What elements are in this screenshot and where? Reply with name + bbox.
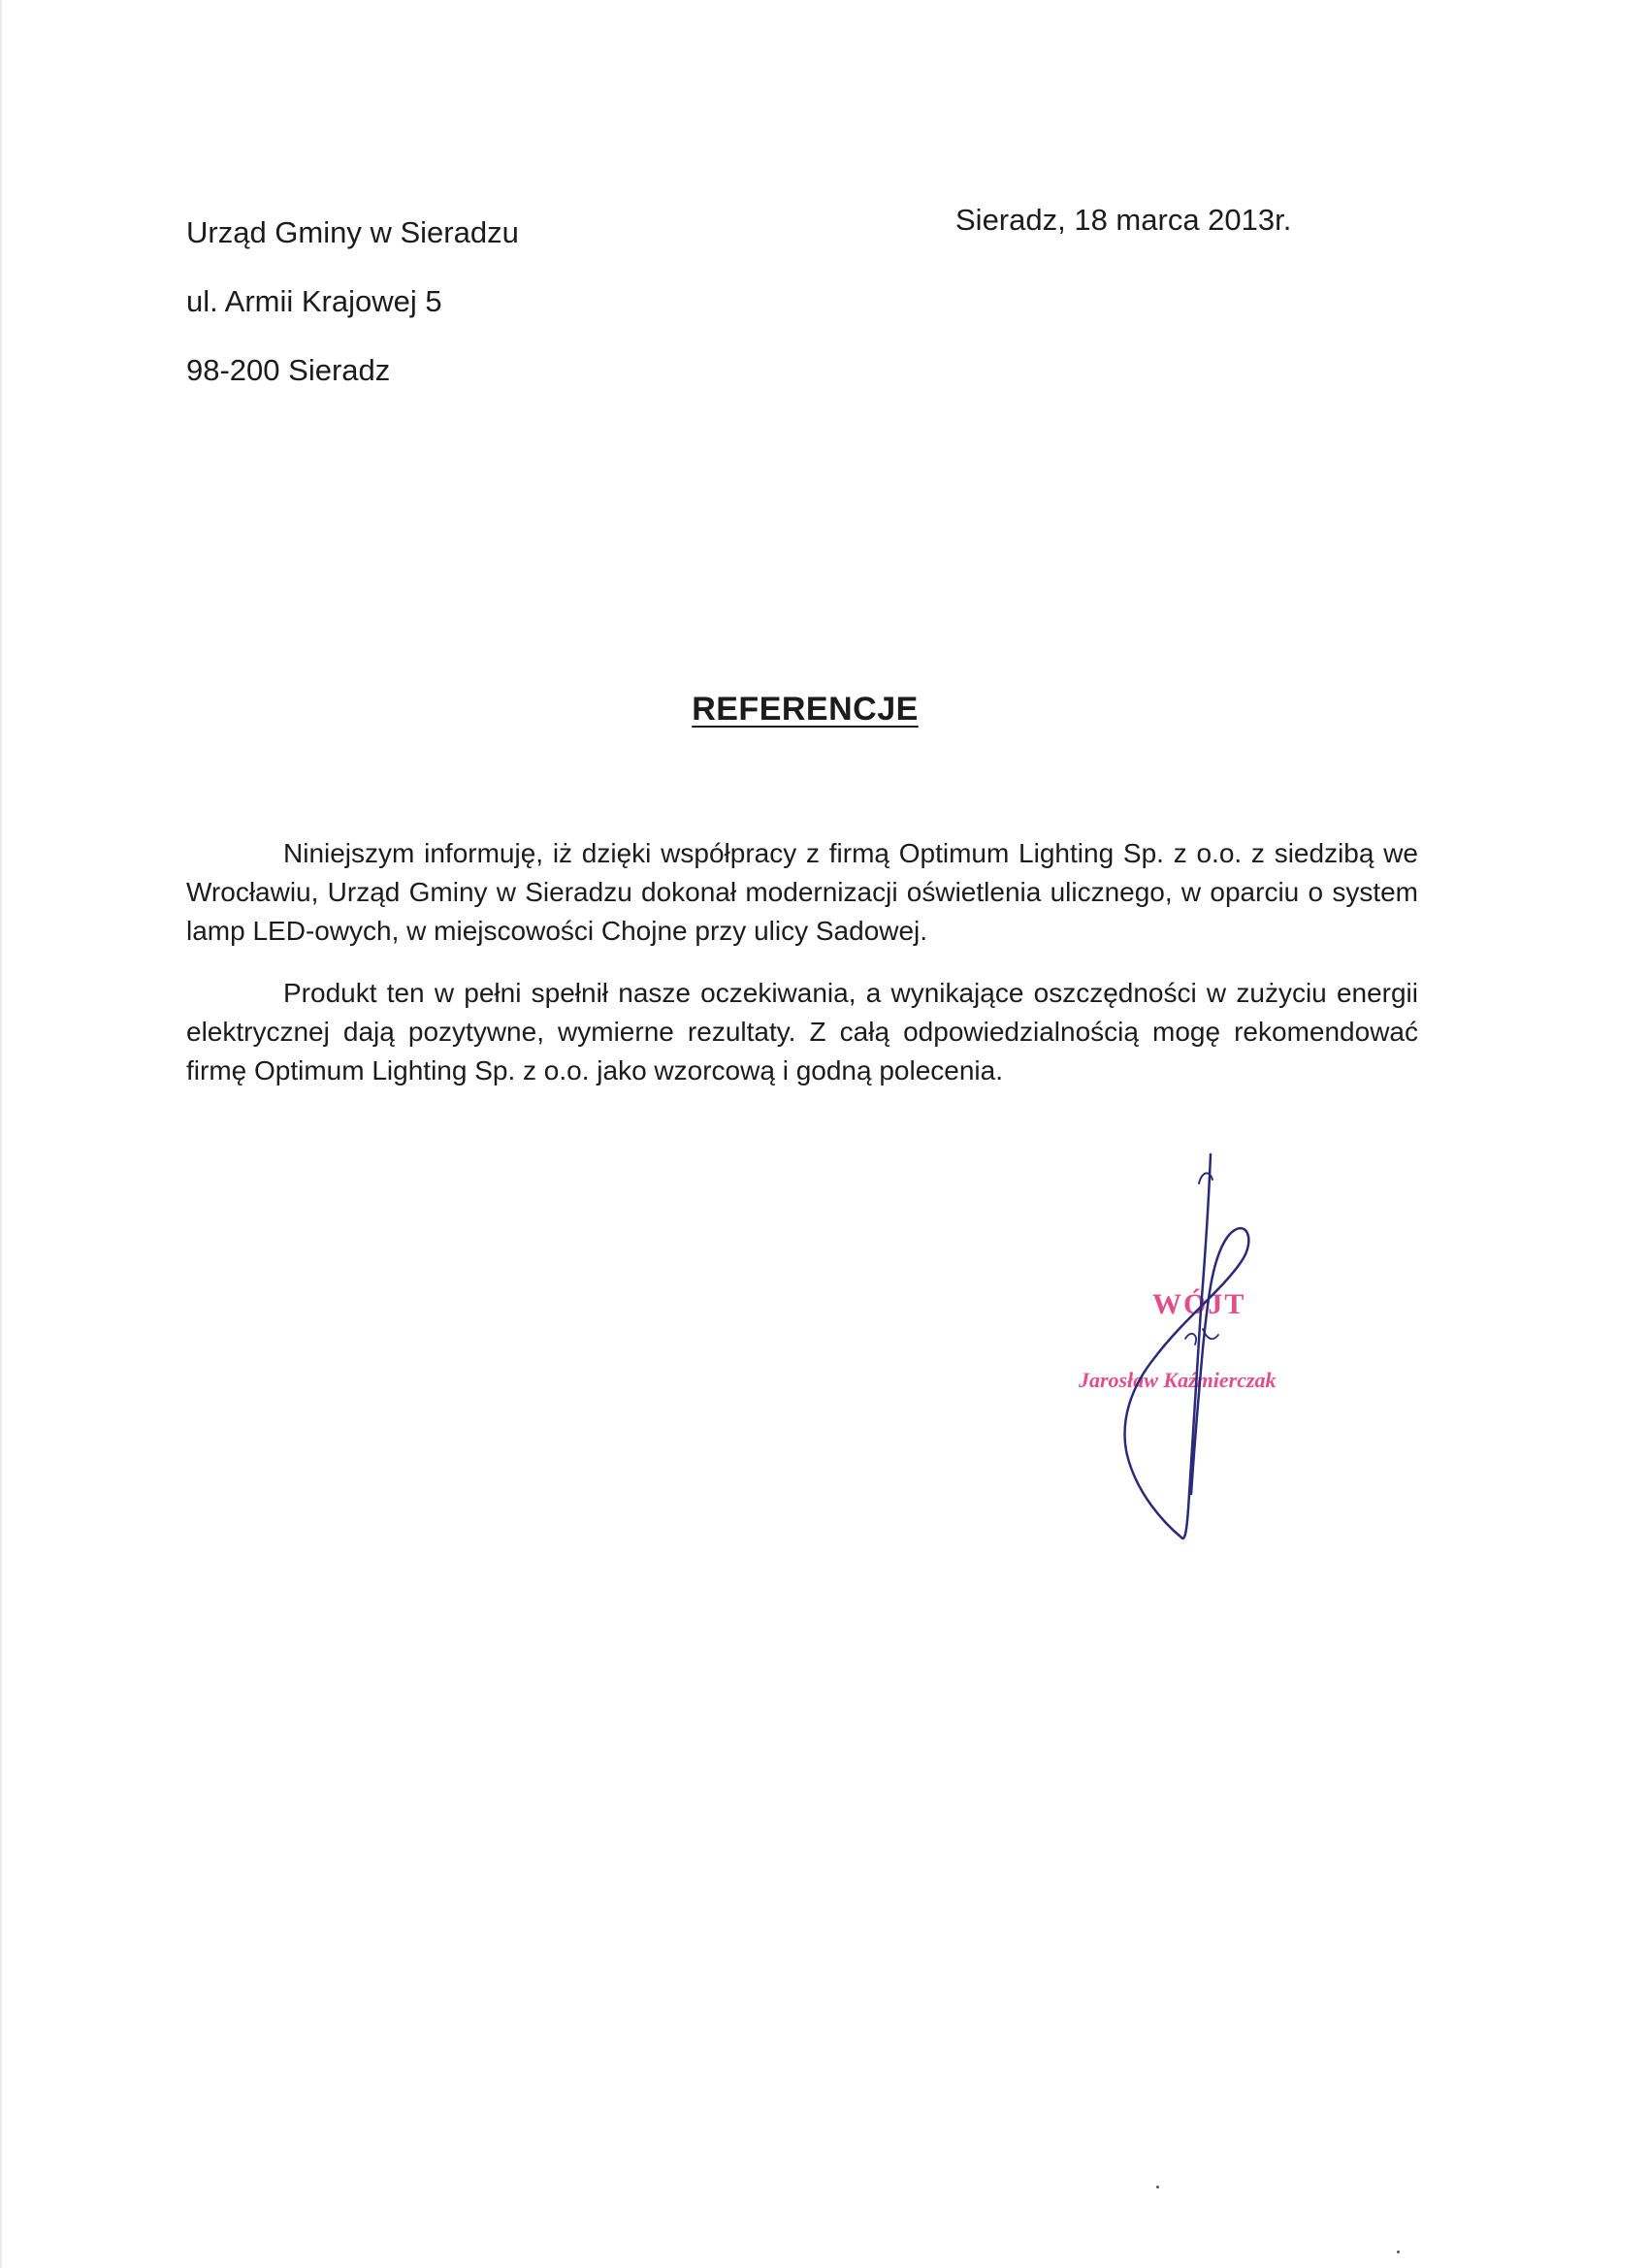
stamp-name: Jarosław Kaźmierczak (1079, 1368, 1277, 1392)
paragraph-1: Niniejszym informuję, iż dzięki współpracy z firmą Optimum Lighting Sp. z o.o. z siedzibą we Wrocławiu, Urząd Gminy w Sieradzu dokonał modernizacji oświetlenia ulicznego, w oparciu o system lamp LED-owych, w miejscowości Chojne przy ulicy Sadowej. (186, 838, 1418, 946)
sender-address (186, 198, 519, 405)
sender-city: 98-200 Sieradz (186, 353, 391, 387)
scan-edge (0, 0, 3, 2268)
letter-body (186, 834, 1418, 1114)
letter-title: REFERENCJE (692, 691, 919, 728)
official-stamp (1067, 1145, 1339, 1562)
scan-speck (1156, 2186, 1159, 2188)
letter-date: Sieradz, 18 marca 2013r. (955, 203, 1292, 237)
sender-street: ul. Armii Krajowej 5 (186, 284, 442, 318)
stamp-title: WÓJT (1152, 1288, 1246, 1320)
scan-speck (1397, 2251, 1400, 2253)
paragraph-2: Produkt ten w pełni spełnił nasze oczekiwania, a wynikające oszczędności w zużyciu energii elektrycznej dają pozytywne, wymierne rezultaty. Z całą odpowiedzialnością mogę rekomendować firmę Optimum Lighting Sp. z o.o. jako wzorcową i godną polecenia. (186, 978, 1418, 1085)
sender-name: Urząd Gminy w Sieradzu (186, 215, 519, 249)
